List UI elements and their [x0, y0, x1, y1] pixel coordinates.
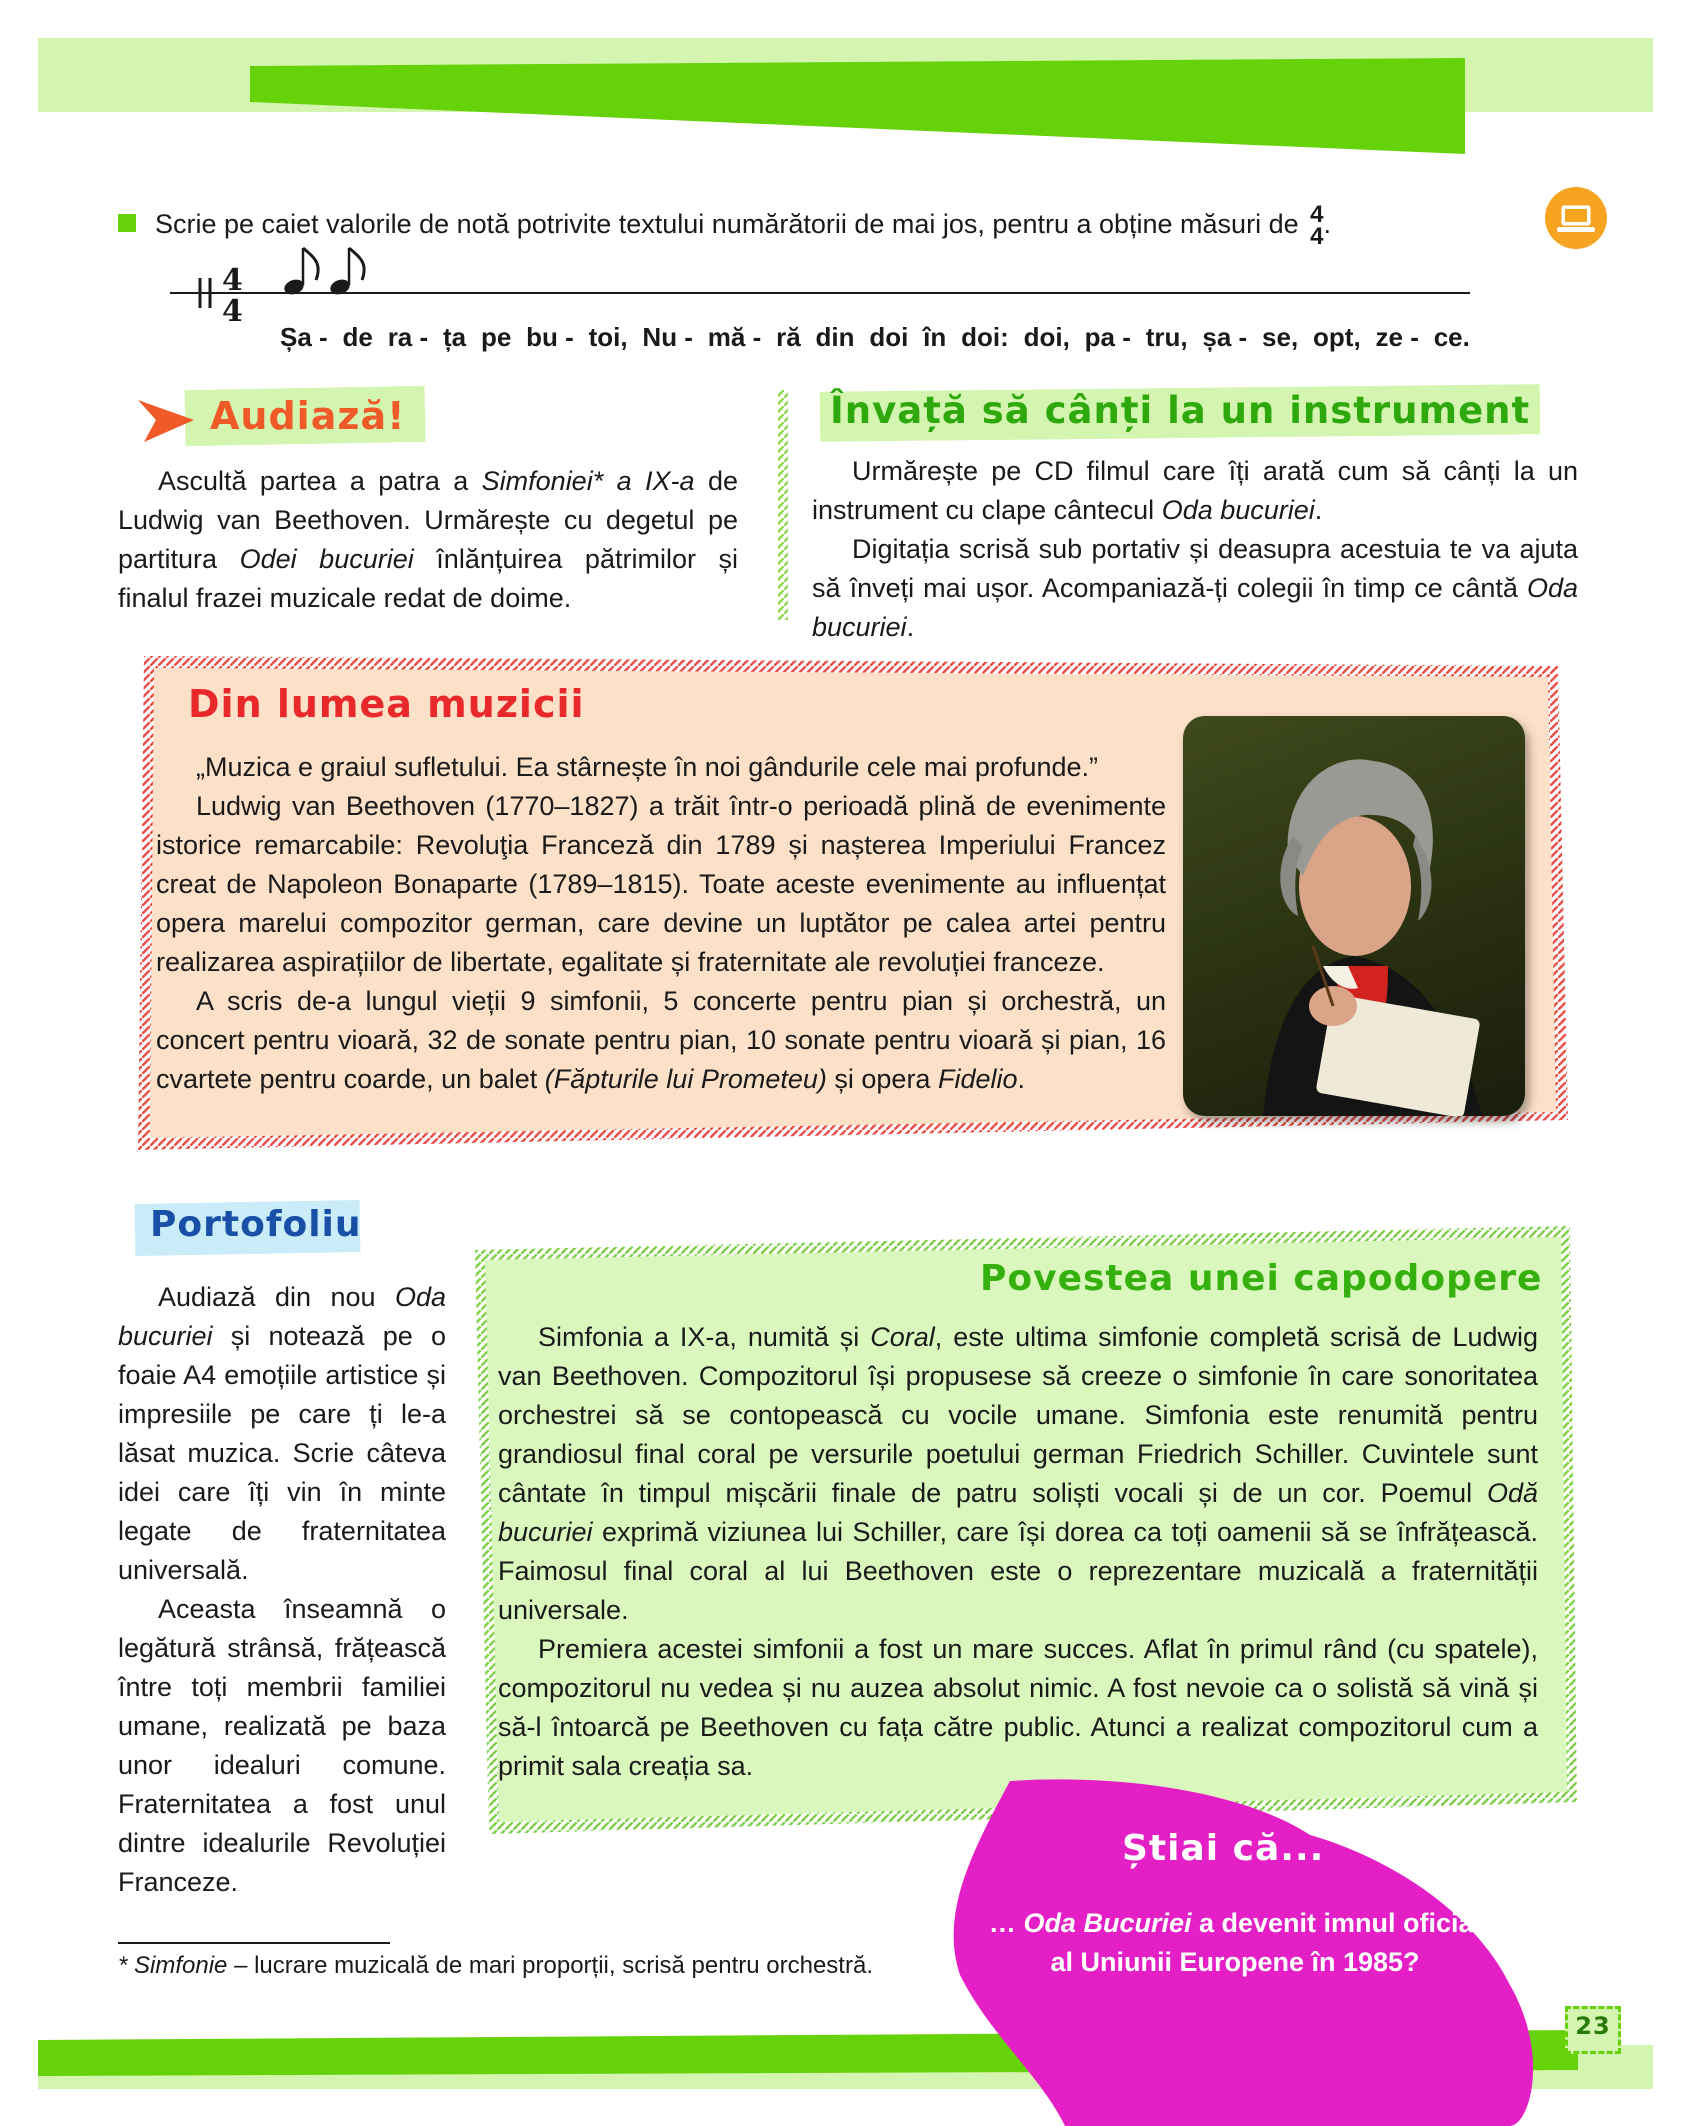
lumea-paragraph-2: A scris de-a lungul vieții 9 simfonii, 5 concerte pentru pian și orchestră, un concert pentru vioară, 32 de sonate pentru pian, 10 sonate pentru vioară și pian, 16 cvartete pentru coarde, un balet (Făpturile lui Prometeu) și opera Fidelio.	[156, 986, 1166, 1094]
invata-title: Învață să cânți la un instrument	[830, 389, 1531, 432]
play-icon	[134, 394, 196, 446]
eighth-note	[282, 248, 318, 297]
povestea-text: Simfonia a IX-a, numită și Coral, este ultima simfonie completă scrisă de Ludwig van Beethoven. Compozitorul își propusese să creeze o simfonie în care sonoritatea orchestrei să se contopească cu vocile umane. Simfonia este renumită pentru grandiosul final coral pe versurile poetului german Friedrich Schiller. Cuvintele sunt cântate în timpul mișcării finale de patru soliști vocali și de un cor. Poemul Odă bucuriei exprimă viziunea lui Schiller, care își dorea ca toți oamenii să se înfrățească. Faimosul final coral al lui Beethoven este o reprezentare muzicală a fraternității universale. Premiera acestei simfonii a fost un mare succes. Aflat în primul rând (cu spatele), compozitorul nu vedea și nu auzea absolut nimic. A fost nevoie ca o solistă să vină și să-l întoarcă pe Beethoven cu fața către public. Atunci a realizat compozitorul cum a primit sala creația sa.	[498, 1322, 1538, 1781]
exercise-instruction: Scrie pe caiet valorile de notă potrivite textului numărătorii de mai jos, pentru a obține măsuri de 4 4 .	[155, 201, 1331, 250]
page-number: 23	[1575, 2012, 1611, 2040]
exercise-bullet	[118, 214, 136, 232]
portofoliu-title: Portofoliu	[150, 1204, 362, 1245]
footnote: * Simfonie – lucrare muzicală de mari proporții, scrisă pentru orchestră.	[118, 1952, 873, 1979]
stiai-title: Știai că...	[1122, 1828, 1325, 1869]
top-band-green	[250, 58, 1465, 158]
lumea-quote: „Muzica e graiul sufletului. Ea stârnește în noi gândurile cele mai profunde.”	[196, 752, 1098, 782]
portofoliu-text: Audiază din nou Oda bucuriei și notează pe o foaie A4 emoțiile artistice și impresiile pe care ți le-a lăsat muzica. Scrie câteva idei care îți vin în minte legate de fraternitatea universală. Aceasta înseamnă o legătură strânsă, frățească între toți membrii familiei umane, realizată pe baza unor idealuri comune. Fraternitatea a fost unul dintre idealurile Revoluției Franceze.	[118, 1282, 446, 1897]
invata-left-border	[776, 390, 792, 620]
laptop-icon[interactable]	[1545, 187, 1607, 249]
music-staff	[170, 240, 1480, 325]
beethoven-portrait	[1183, 716, 1525, 1116]
invata-text: Urmărește pe CD filmul care îți arată cum să cânți la un instrument cu clape cântecul Oda bucuriei. Digitația scrisă sub portativ și deasupra acestuia te va ajuta să înveți mai ușor. Acompaniază-ți colegii în timp ce cântă Oda bucuriei.	[812, 456, 1578, 642]
lumea-title: Din lumea muzicii	[188, 682, 585, 726]
time-signature	[222, 263, 243, 325]
lumea-text	[156, 748, 1166, 1099]
lumea-paragraph-1: Ludwig van Beethoven (1770–1827) a trăit într-o perioadă plină de evenimente istorice remarcabile: Revoluţia Franceză din 1789 și nașterea Imperiului Francez creat de Napoleon Bonaparte (1789–1815). Toate aceste evenimente au influențat opera marelui compozitor german, care devine un luptător pe calea artei pentru realizarea aspirațiilor de libertate, egalitate și fraternitate ale revoluției franceze.	[156, 791, 1166, 977]
audiaza-text: Ascultă partea a patra a Simfoniei* a IX-a de Ludwig van Beethoven. Urmărește cu degetul pe partitura Odei bucuriei înlănțuirea pătrimilor și finalul frazei muzicale redat de doime.	[118, 466, 738, 613]
footnote-rule	[118, 1942, 390, 1944]
audiaza-title: Audiază!	[210, 394, 406, 438]
time-signature-top: 4	[222, 263, 243, 298]
eighth-note	[328, 248, 364, 297]
povestea-title: Povestea unei capodopere	[980, 1258, 1543, 1299]
time-signature-bottom: 4	[222, 294, 243, 325]
inline-time-signature: 4 4	[1310, 201, 1324, 250]
count-lyrics: Șa - de ra - ța pe bu - toi, Nu - mă - ră din doi în doi: doi, pa - tru, șa - se, opt, ze - ce.	[280, 322, 1470, 352]
stiai-text: … Oda Bucuriei a devenit imnul oficial al Uniunii Europene în 1985?	[988, 1908, 1482, 1977]
